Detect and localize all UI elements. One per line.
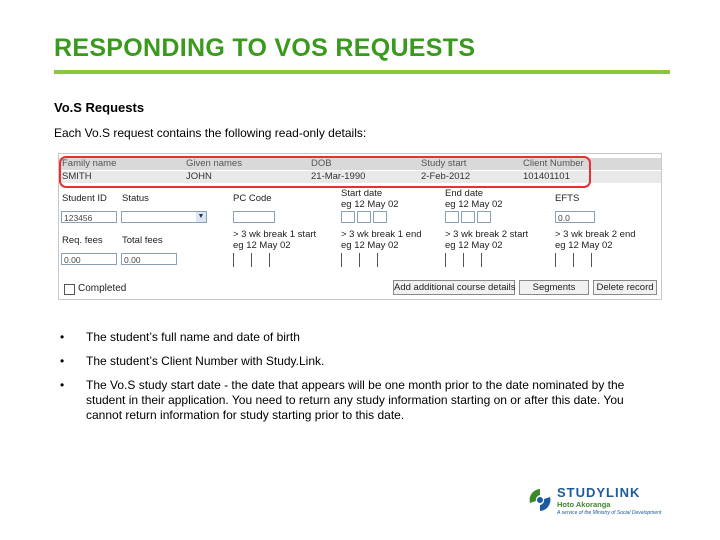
status-select[interactable]	[121, 211, 207, 223]
list-item-text: The student’s Client Number with Study.Link.	[86, 354, 325, 368]
list-item-text: The Vo.S study start date - the date that appears will be one month prior to the date nominated by the student in their application. You need to return any study information starting on or after this date. You cannot return information for study starting prior to this date.	[86, 378, 625, 422]
bullet-icon: •	[60, 354, 65, 368]
list-item-text: The student’s full name and date of birth	[86, 330, 300, 344]
dob-label: DOB	[311, 158, 332, 169]
title-divider	[54, 70, 670, 74]
break2-end-hint: eg 12 May 02	[555, 240, 613, 251]
break1-start-label: > 3 wk break 1 start	[233, 229, 317, 240]
chevron-down-icon: ▼	[197, 213, 205, 220]
break2-start-label: > 3 wk break 2 start	[445, 229, 529, 240]
break1-start-input[interactable]	[233, 253, 234, 267]
break2-end-input[interactable]	[573, 253, 574, 267]
end-date-label: End date	[445, 188, 484, 199]
total-fees-label: Total fees	[122, 235, 163, 246]
highlight-box	[59, 156, 591, 188]
break1-start-input[interactable]	[269, 253, 270, 267]
start-date-hint: eg 12 May 02	[341, 199, 399, 210]
logo-tagline: A service of the Ministry of Social Development	[557, 510, 662, 516]
list-item	[60, 330, 660, 345]
break1-end-hint: eg 12 May 02	[341, 240, 399, 251]
list-item	[60, 354, 660, 369]
list-item	[60, 378, 660, 423]
end-date-hint: eg 12 May 02	[445, 199, 503, 210]
break2-start-input[interactable]	[463, 253, 464, 267]
completed-checkbox[interactable]	[64, 284, 75, 295]
pc-code-input[interactable]	[233, 211, 275, 223]
req-fees-label: Req. fees	[62, 235, 103, 246]
break2-start-input[interactable]	[445, 253, 446, 267]
family-name-label: Family name	[62, 158, 117, 169]
student-id-label: Student ID	[62, 193, 107, 204]
given-names-label: Given names	[186, 158, 242, 169]
efts-label: EFTS	[555, 193, 580, 204]
logo-subtitle: Hoto Akoranga	[557, 500, 611, 509]
break2-end-input[interactable]	[555, 253, 556, 267]
logo-wordmark: STUDYLINK	[557, 485, 641, 500]
break2-start-hint: eg 12 May 02	[445, 240, 503, 251]
intro-text: Each Vo.S request contains the following read-only details:	[54, 126, 367, 140]
vos-request-form-screenshot	[58, 153, 662, 300]
status-label: Status	[122, 193, 149, 204]
bullet-icon: •	[60, 330, 65, 344]
break1-end-input[interactable]	[341, 253, 342, 267]
end-month-input[interactable]	[461, 211, 475, 223]
break2-end-label: > 3 wk break 2 end	[555, 229, 636, 240]
break1-start-input[interactable]	[251, 253, 252, 267]
start-date-label: Start date	[341, 188, 383, 199]
client-number-label: Client Number	[523, 158, 584, 169]
section-heading: Vo.S Requests	[54, 100, 145, 115]
break1-end-input[interactable]	[377, 253, 378, 267]
efts-input[interactable]: 0.0	[555, 211, 595, 223]
studylink-logo	[527, 485, 672, 521]
start-day-input[interactable]	[341, 211, 355, 223]
break1-start-hint: eg 12 May 02	[233, 240, 291, 251]
study-start-value: 2-Feb-2012	[421, 171, 471, 182]
end-day-input[interactable]	[445, 211, 459, 223]
dob-value: 21-Mar-1990	[311, 171, 366, 182]
study-start-label: Study start	[421, 158, 467, 169]
details-list	[60, 330, 660, 432]
start-month-input[interactable]	[357, 211, 371, 223]
pc-code-label: PC Code	[233, 193, 272, 204]
add-course-details-button[interactable]: Add additional course details	[394, 282, 516, 293]
end-year-input[interactable]	[477, 211, 491, 223]
break2-end-input[interactable]	[591, 253, 592, 267]
client-number-value: 101401101	[523, 171, 570, 182]
studylink-logo-icon	[527, 487, 553, 513]
bullet-icon: •	[60, 378, 65, 392]
req-fees-input[interactable]: 0.00	[61, 253, 117, 265]
slide-title: RESPONDING TO VOS REQUESTS	[54, 34, 476, 62]
given-names-value: JOHN	[186, 171, 212, 182]
student-id-input[interactable]: 123456	[61, 211, 117, 223]
break2-start-input[interactable]	[481, 253, 482, 267]
break1-end-label: > 3 wk break 1 end	[341, 229, 422, 240]
completed-label: Completed	[78, 283, 127, 294]
family-name-value: SMITH	[62, 171, 92, 182]
delete-record-button[interactable]: Delete record	[593, 280, 657, 295]
start-year-input[interactable]	[373, 211, 387, 223]
break1-end-input[interactable]	[359, 253, 360, 267]
segments-button[interactable]: Segments	[519, 280, 589, 295]
total-fees-input[interactable]: 0.00	[121, 253, 177, 265]
